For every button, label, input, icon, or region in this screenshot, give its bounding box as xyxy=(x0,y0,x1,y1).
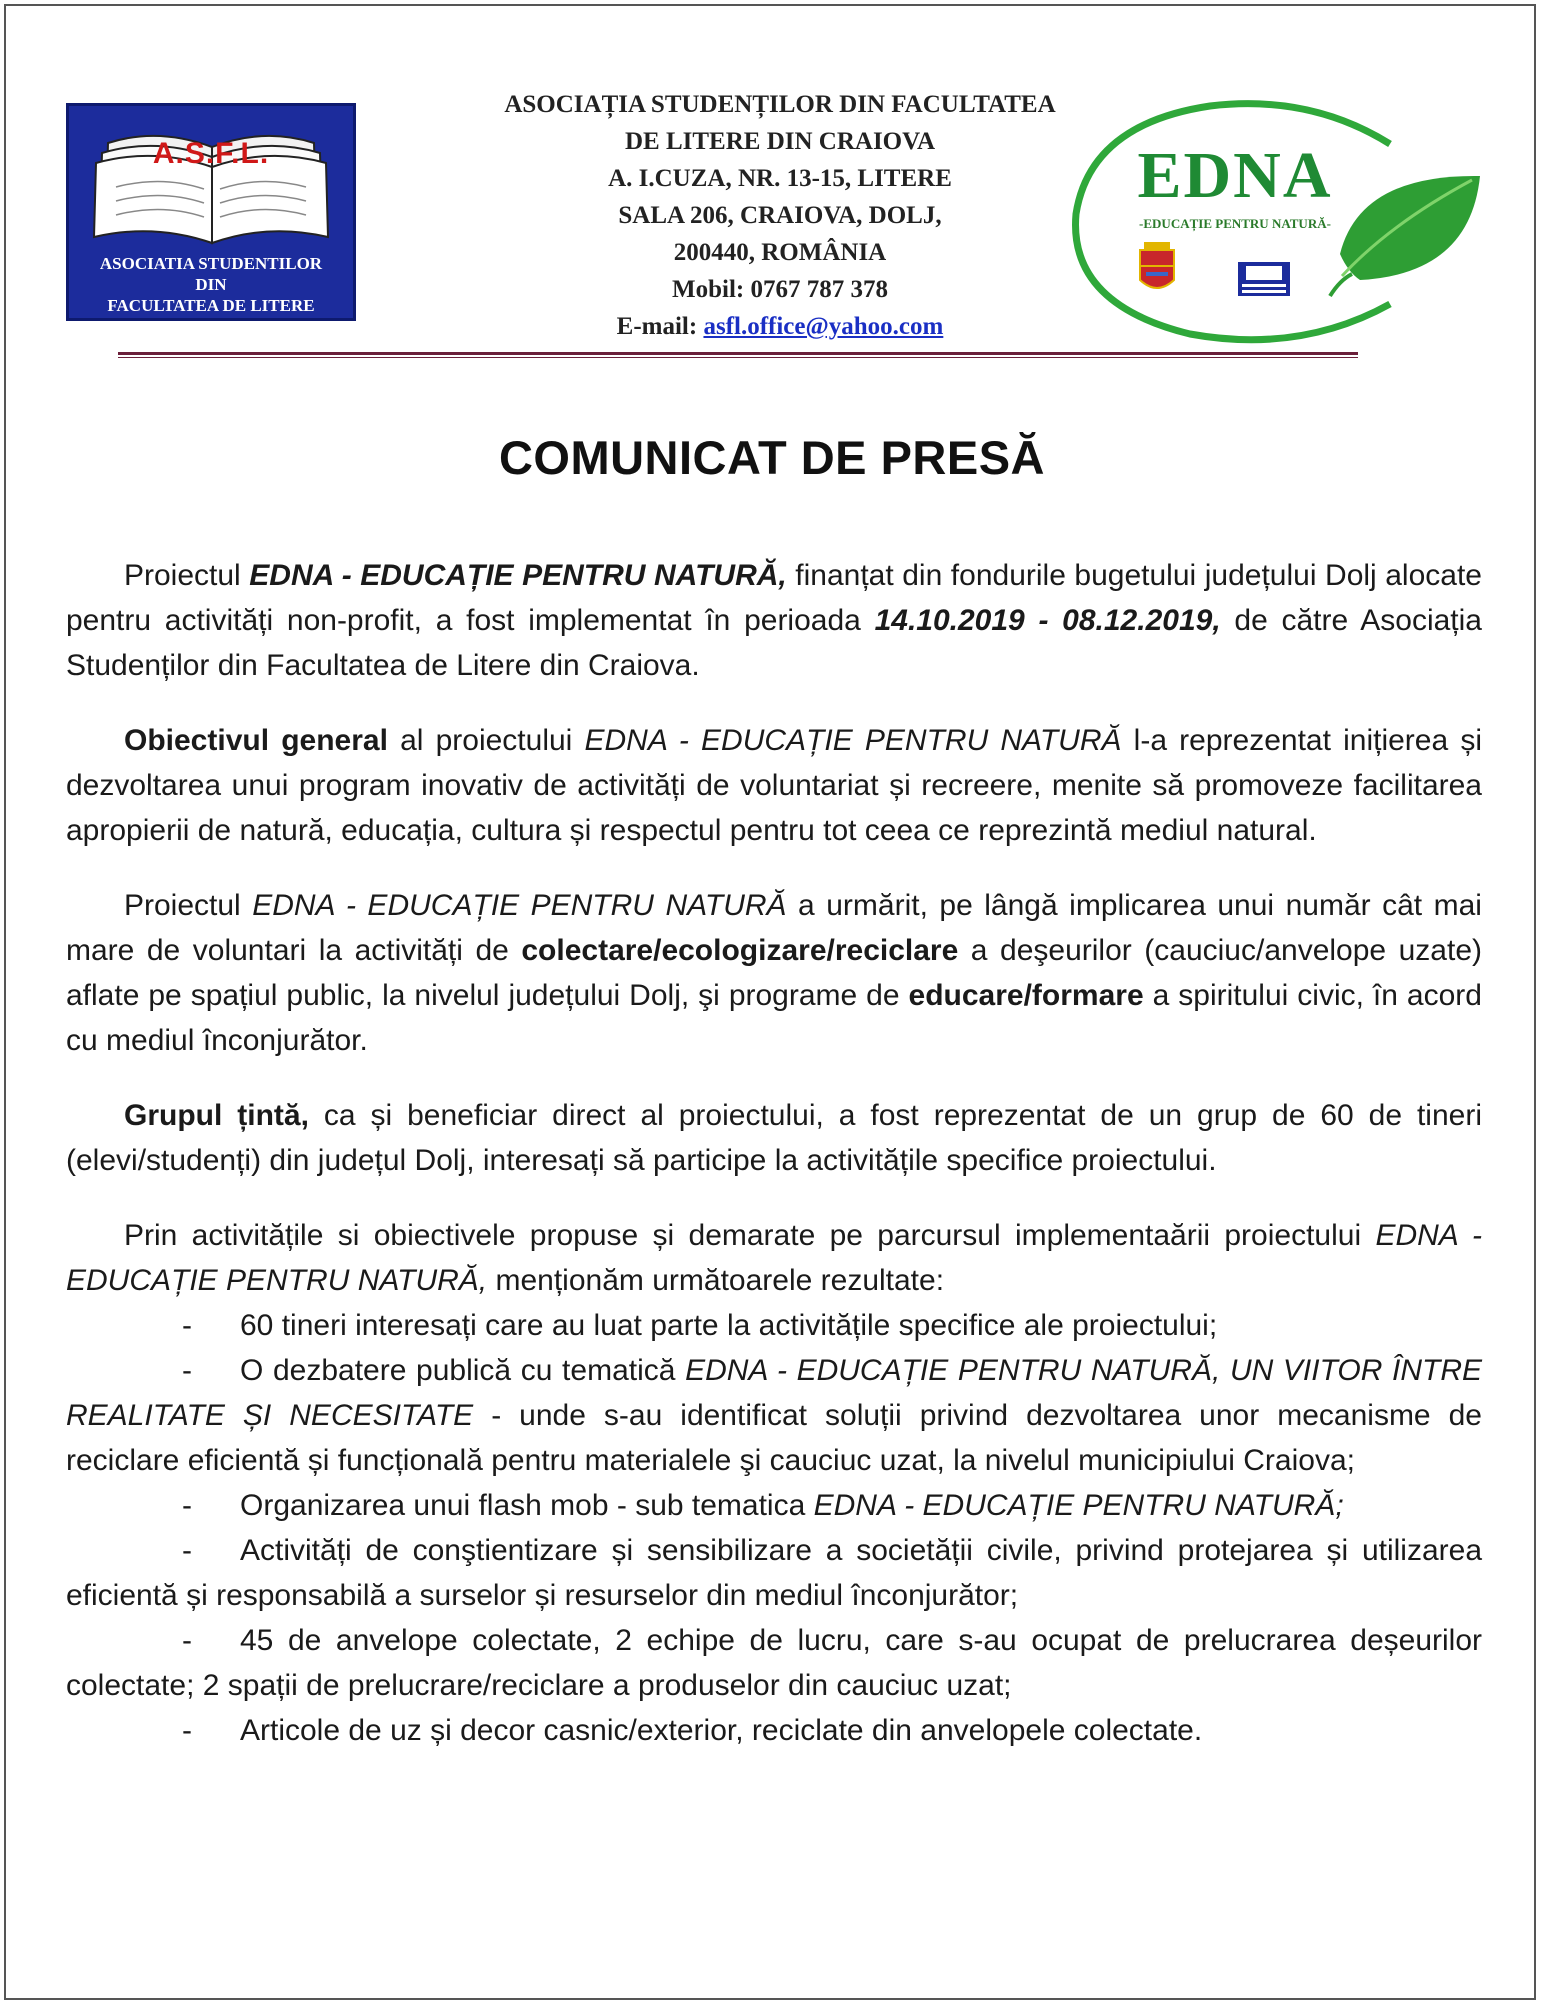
organization-address xyxy=(390,86,1170,345)
list-item-text: - unde s-au identificat soluții privind dezvoltarea unor mecanisme de reciclare eficientă și funcțională pentru materialele şi cauciuc uzat, la nivelul municipiului Craiova; xyxy=(66,1399,1482,1477)
email-line xyxy=(390,308,1170,345)
list-dash: - xyxy=(182,1624,192,1657)
project-name: EDNA - EDUCAȚIE PENTRU NATURĂ, xyxy=(249,559,787,592)
list-item xyxy=(66,1303,1482,1348)
list-dash: - xyxy=(182,1534,192,1567)
asfl-mini-logo-icon xyxy=(1238,262,1290,296)
objective-label: Obiectivul general xyxy=(124,724,388,757)
county-crest-icon xyxy=(1140,242,1174,288)
debate-theme: EDNA - EDUCAȚIE PENTRU NATURĂ, UN VIITOR ÎNTRE REALITATE ȘI NECESITATE xyxy=(66,1354,1483,1432)
target-group-label: Grupul țintă, xyxy=(124,1099,309,1132)
header-divider xyxy=(118,352,1358,355)
paragraph-results-intro xyxy=(66,1213,1482,1303)
list-item-text: O dezbatere publică cu tematică xyxy=(240,1354,686,1387)
list-item xyxy=(66,1483,1482,1528)
address-line1: ASOCIAȚIA STUDENȚILOR DIN FACULTATEA xyxy=(504,91,1056,118)
text-span: a spiritului civic, în acord cu mediul înconjurător. xyxy=(66,979,1482,1057)
list-dash: - xyxy=(182,1309,192,1342)
text-span: al proiectului xyxy=(387,724,585,757)
asfl-logo xyxy=(66,103,356,321)
text-span: ca și beneficiar direct al proiectului, a fost reprezentat de un grup de 60 de tineri (elevi/studenți) din județul Dolj, interesați să participe la activitățile specifice proiectului. xyxy=(66,1099,1482,1177)
address-line5: 200440, ROMÂNIA xyxy=(673,239,887,266)
asfl-caption-line1: ASOCIATIA STUDENTILOR xyxy=(99,254,323,273)
text-span: menționăm următoarele rezultate: xyxy=(487,1264,945,1297)
header-divider-thin xyxy=(118,357,1358,358)
project-name: EDNA - EDUCAȚIE PENTRU NATURĂ xyxy=(584,724,1122,757)
list-item xyxy=(66,1618,1482,1708)
list-dash: - xyxy=(182,1354,192,1387)
text-span: a urmărit, pe lângă implicarea unui număr cât mai mare de voluntari la activități de xyxy=(66,889,1482,967)
text-span: a deşeurilor (cauciuc/anvelope uzate) aflate pe spațiul public, la nivelul județului Dolj, şi programe de xyxy=(66,934,1482,1012)
asfl-caption-line3: FACULTATEA DE LITERE xyxy=(107,296,315,315)
paragraph-target-group xyxy=(66,1093,1482,1183)
list-item-text: Articole de uz și decor casnic/exterior, reciclate din anvelopele colectate. xyxy=(240,1714,1203,1747)
list-item xyxy=(66,1708,1482,1753)
press-release-body xyxy=(66,553,1482,1753)
address-line3: A. I.CUZA, NR. 13-15, LITERE xyxy=(608,165,952,192)
asfl-caption-line2: DIN xyxy=(195,275,227,294)
list-dash: - xyxy=(182,1489,192,1522)
list-item-text: Organizarea unui flash mob - sub tematica xyxy=(240,1489,814,1522)
project-name: EDNA - EDUCAȚIE PENTRU NATURĂ xyxy=(252,889,787,922)
project-name: EDNA - EDUCAȚIE PENTRU NATURĂ; xyxy=(813,1489,1344,1522)
text-span: Proiectul xyxy=(124,559,250,592)
text-span: l-a reprezentat inițierea și dezvoltarea unui program inovativ de activități de voluntariat și recreere, menite să promoveze facilitarea apropierii de natură, educația, cultura și respectul pentru tot ceea ce reprezintă mediul natural. xyxy=(66,724,1482,847)
asfl-logo-abbr: A.S.F.L. xyxy=(152,137,270,170)
address-line4: SALA 206, CRAIOVA, DOLJ, xyxy=(618,202,942,229)
address-line2: DE LITERE DIN CRAIOVA xyxy=(624,128,936,155)
list-item-text: Activități de conştientizare și sensibilizare a societății civile, privind protejarea și utilizarea eficientă și responsabilă a surselor și resurselor din mediul înconjurător; xyxy=(66,1534,1482,1612)
text-span: finanțat din fondurile bugetului județului Dolj alocate pentru activități non-profit, a fost implementat în perioada xyxy=(66,559,1482,637)
edna-logo xyxy=(1060,84,1490,354)
list-item xyxy=(66,1528,1482,1618)
text-span: Prin activitățile si obiectivele propuse și demarate pe parcursul implementaării proiectului xyxy=(124,1219,1376,1252)
list-item xyxy=(66,1348,1482,1483)
activity-keyword: colectare/ecologizare/reciclare xyxy=(521,934,959,967)
paragraph-activities xyxy=(66,883,1482,1063)
edna-logo-word: EDNA xyxy=(1137,139,1333,212)
paragraph-project xyxy=(66,553,1482,688)
asfl-logo-caption xyxy=(70,253,352,316)
project-name: EDNA - EDUCAȚIE PENTRU NATURĂ, xyxy=(66,1219,1483,1297)
page-title: COMUNICAT DE PRESĂ xyxy=(498,431,1046,484)
activity-keyword: educare/formare xyxy=(908,979,1144,1012)
phone-line: Mobil: 0767 787 378 xyxy=(672,276,888,303)
email-link[interactable]: asfl.office@yahoo.com xyxy=(703,313,944,340)
text-span: Proiectul xyxy=(124,889,253,922)
list-item-text: 60 tineri interesați care au luat parte la activitățile specifice ale proiectului; xyxy=(240,1309,1218,1342)
paragraph-objective xyxy=(66,718,1482,853)
list-dash: - xyxy=(182,1714,192,1747)
edna-logo-tagline: -EDUCAȚIE PENTRU NATURĂ- xyxy=(1139,216,1331,231)
email-label: E-mail: xyxy=(616,313,698,340)
list-item-text: 45 de anvelope colectate, 2 echipe de lucru, care s-au ocupat de prelucrarea deșeurilor colectate; 2 spații de prelucrare/reciclare a produselor din cauciuc uzat; xyxy=(66,1624,1482,1702)
text-span: de către Asociația Studenților din Facultatea de Litere din Craiova. xyxy=(66,604,1482,682)
project-period: 14.10.2019 - 08.12.2019, xyxy=(874,604,1221,637)
